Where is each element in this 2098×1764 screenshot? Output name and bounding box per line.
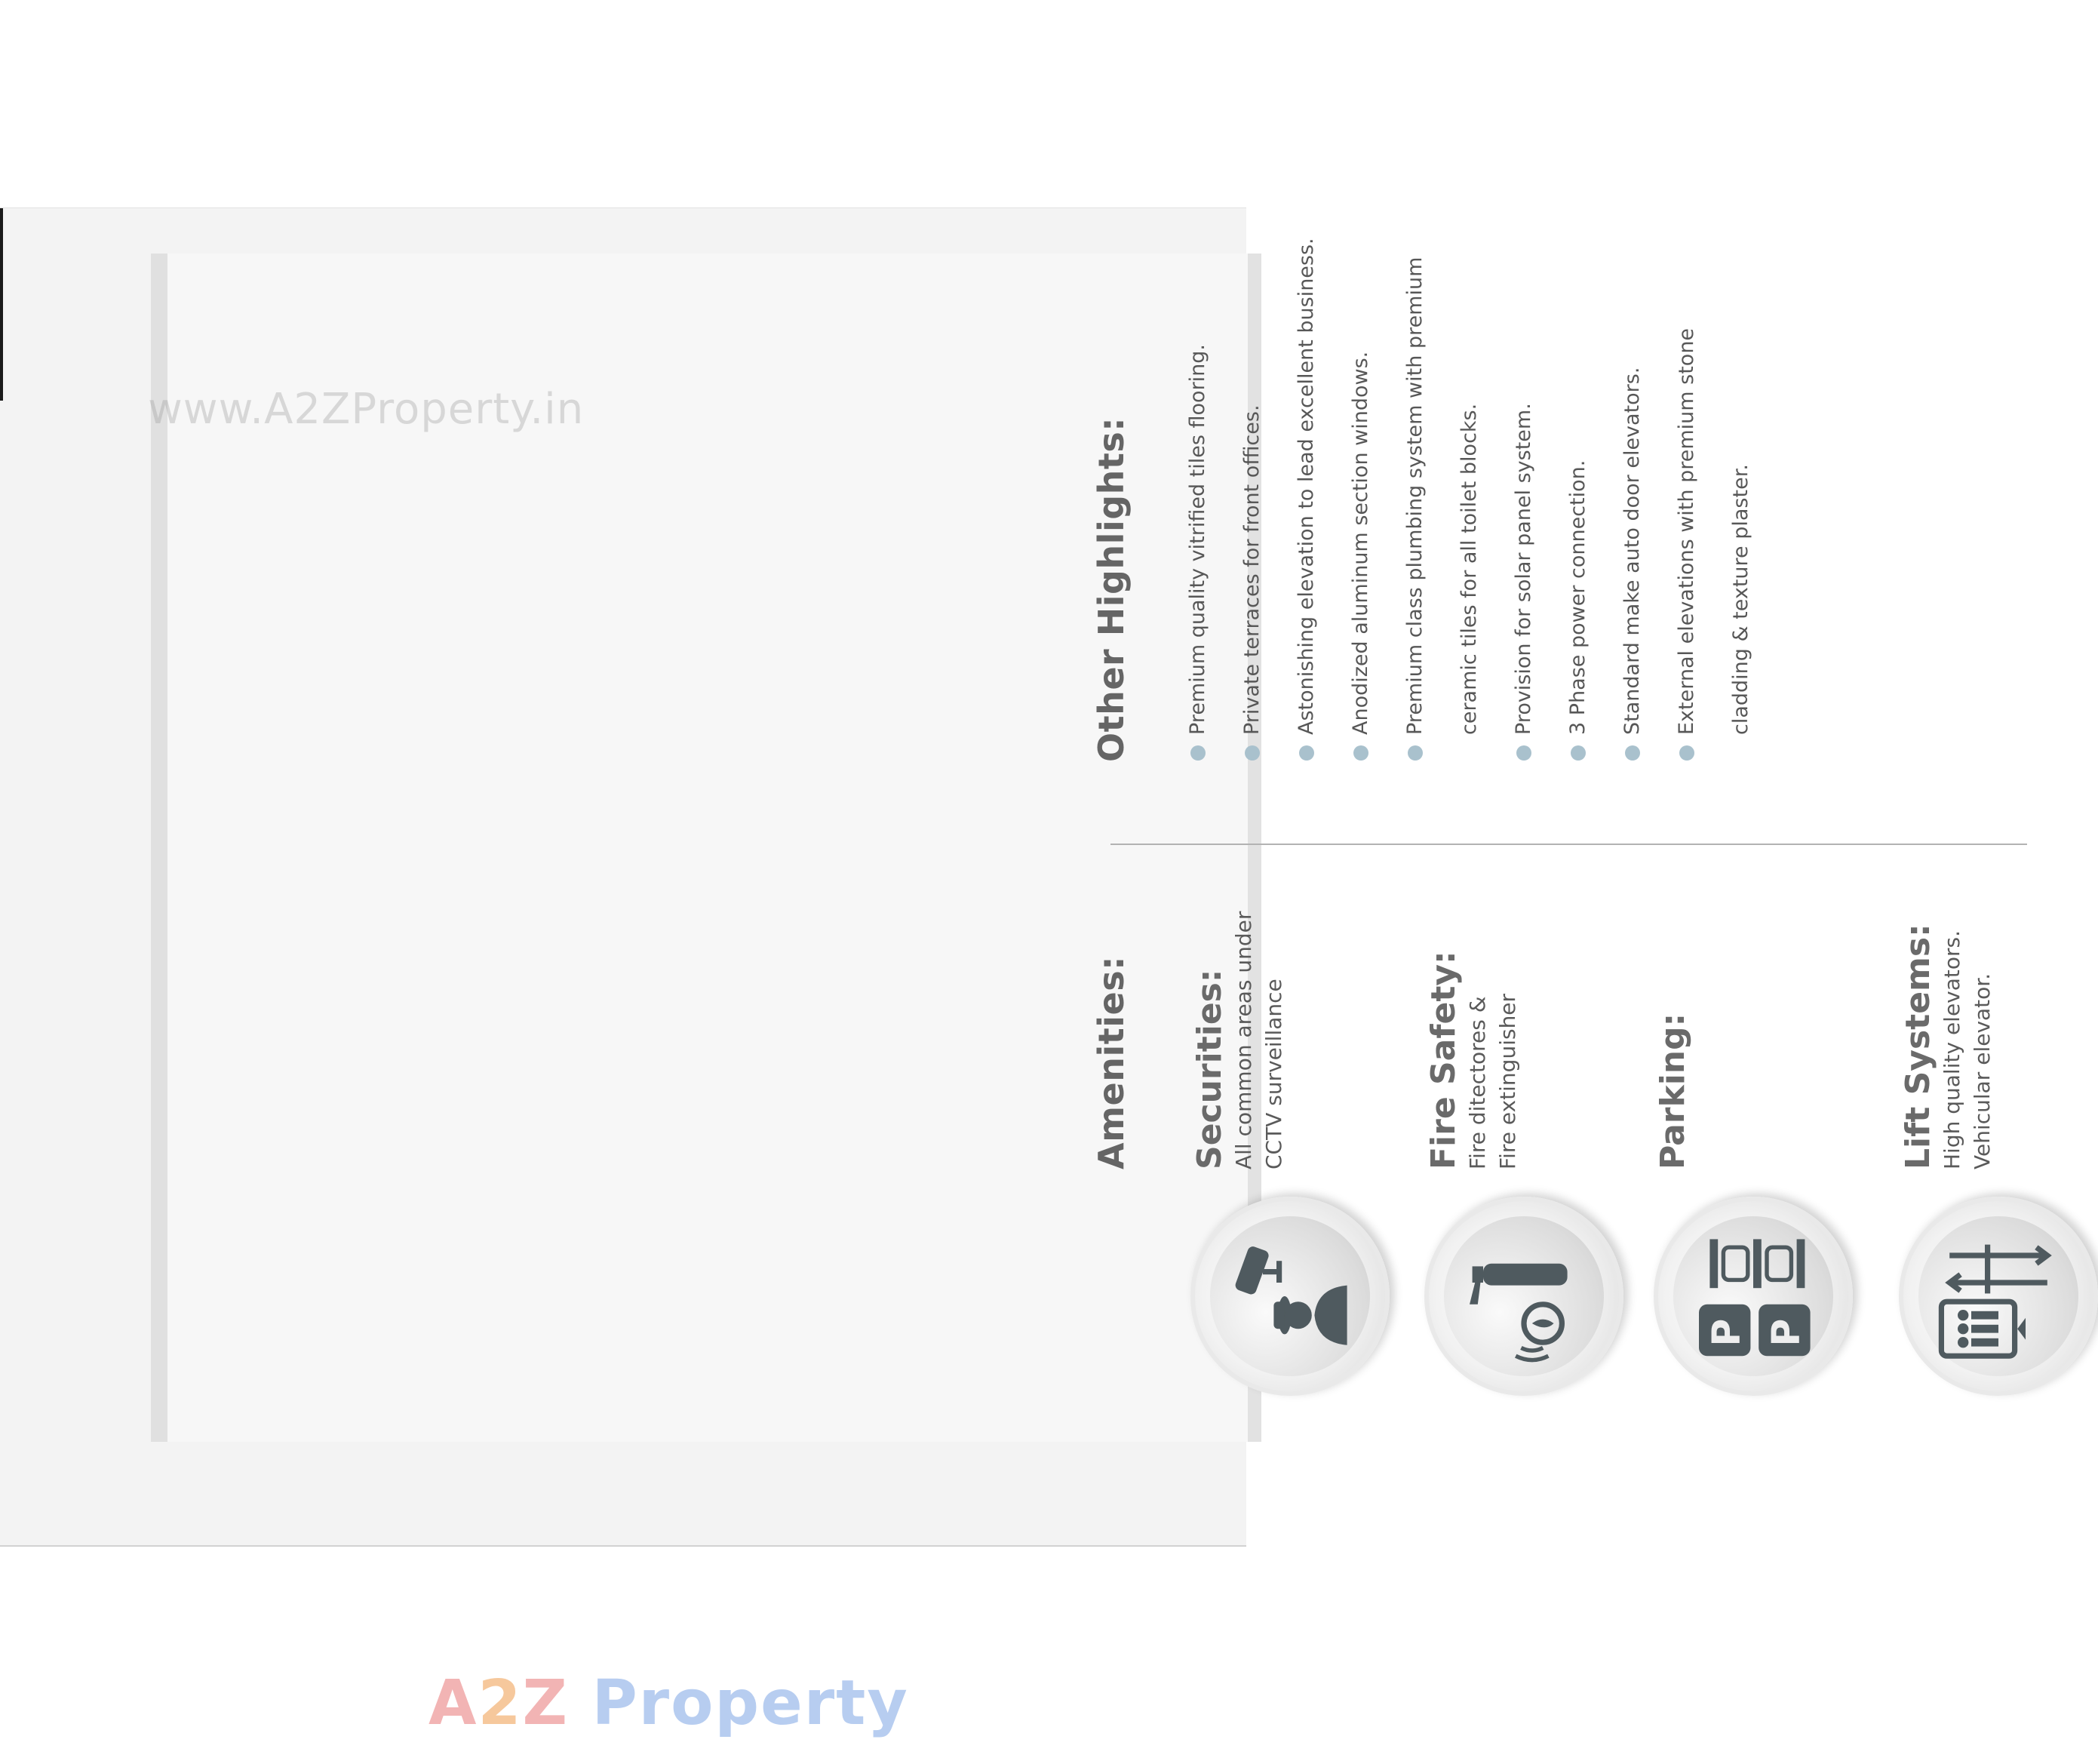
securities-line: CCTV surveillance [1261,979,1286,1169]
bullet-icon [1353,745,1368,761]
bullet-icon [1245,745,1260,761]
section-parking [1654,1013,1692,1169]
brand-logo: A2Z Property [429,1667,909,1739]
security-badge [1190,1197,1390,1396]
elevator-icon [1931,1228,2066,1364]
fire-safety-badge [1424,1197,1623,1396]
list-item: Provision for solar panel system. [1497,83,1551,762]
lift-systems-title: Lift Systems: [1899,923,1937,1169]
svg-text:P: P [1764,1318,1809,1347]
fire-safety-line: Fire extinguisher [1495,993,1520,1169]
section-fire-safety [1424,951,1523,1169]
fire-extinguisher-icon [1456,1228,1592,1364]
lift-systems-line: High quality elevators. [1940,930,1964,1169]
list-item: Private terraces for front offices. [1225,83,1279,762]
bullet-icon [1190,745,1206,761]
rotated-content [1091,83,2070,1347]
securities-line: All common areas under [1231,911,1256,1169]
highlights-title: Other Highlights: [1091,416,1132,762]
list-item-continuation: ceramic tiles for all toilet blocks. [1458,403,1481,735]
security-guard-cctv-icon [1222,1228,1358,1364]
list-item: External elevations with premium stone [1660,83,1714,762]
column-divider [1110,844,2027,845]
parking-badge [1654,1197,1853,1396]
scan-edge [0,208,3,401]
list-item: Premium quality vitrified tiles flooring. [1171,83,1225,762]
list-item-continuation: cladding & texture plaster. [1729,464,1752,735]
amenities-title: Amenities: [1091,956,1132,1169]
list-item: 3 Phase power connection. [1551,83,1605,762]
section-lift-systems [1899,923,1998,1169]
fire-safety-line: Fire ditectores & [1465,996,1490,1169]
lift-systems-line: Vehicular elevator. [1970,973,1995,1169]
svg-text:P: P [1704,1318,1749,1347]
fire-safety-title: Fire Safety: [1424,951,1463,1169]
bullet-icon [1679,745,1694,761]
parking-title: Parking: [1654,1013,1692,1169]
bullet-icon [1571,745,1586,761]
lift-badge [1899,1197,2098,1396]
bullet-icon [1625,745,1640,761]
list-item: Anodized aluminum section windows. [1334,83,1388,762]
section-securities [1190,911,1289,1169]
list-item: Premium class plumbing system with premium [1388,83,1442,762]
bullet-icon [1408,745,1423,761]
bullet-icon [1299,745,1314,761]
highlights-list [1171,83,1768,762]
watermark-url: www.A2ZProperty.in [148,385,585,434]
parking-icon [1685,1228,1821,1364]
list-item: Astonishing elevation to lead excellent business. [1279,83,1334,762]
securities-title: Securities: [1190,969,1229,1169]
bullet-icon [1516,745,1531,761]
list-item: Standard make auto door elevators. [1605,83,1660,762]
